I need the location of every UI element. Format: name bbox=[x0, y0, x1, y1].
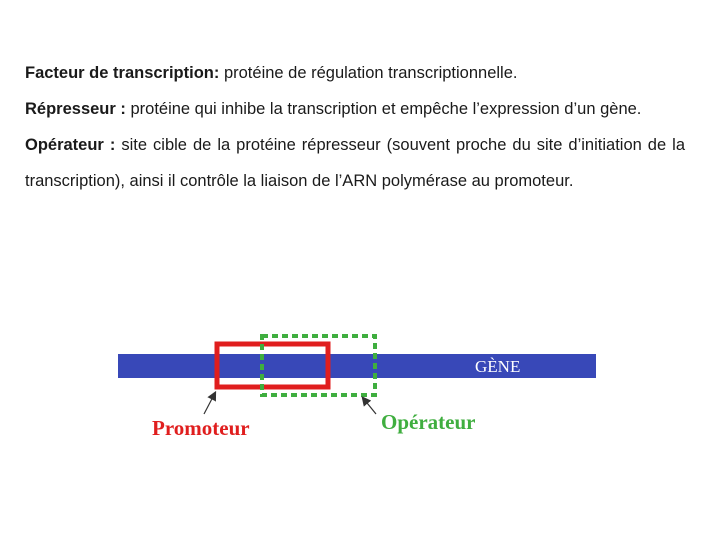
operator-label: Opérateur bbox=[381, 410, 476, 434]
term-transcription-factor: Facteur de transcription: bbox=[25, 64, 220, 82]
operator-arrow bbox=[363, 398, 376, 414]
promoter-label: Promoteur bbox=[152, 416, 250, 440]
gene-label: GÈNE bbox=[475, 357, 521, 376]
gene-bar bbox=[118, 354, 596, 378]
definition-operator-text: site cible de la protéine répresseur (souvent proche du site d’initiation de la transcription), ainsi il contrôle la liaison de l’ARN polymérase au promoteur. bbox=[25, 136, 685, 190]
term-operator: Opérateur : bbox=[25, 136, 116, 154]
definition-transcription-factor-text: protéine de régulation transcriptionnelle. bbox=[219, 64, 518, 82]
definition-repressor-text: protéine qui inhibe la transcription et empêche l’expression d’un gène. bbox=[125, 100, 642, 118]
term-repressor: Répresseur : bbox=[25, 100, 126, 118]
promoter-arrow bbox=[204, 393, 215, 414]
